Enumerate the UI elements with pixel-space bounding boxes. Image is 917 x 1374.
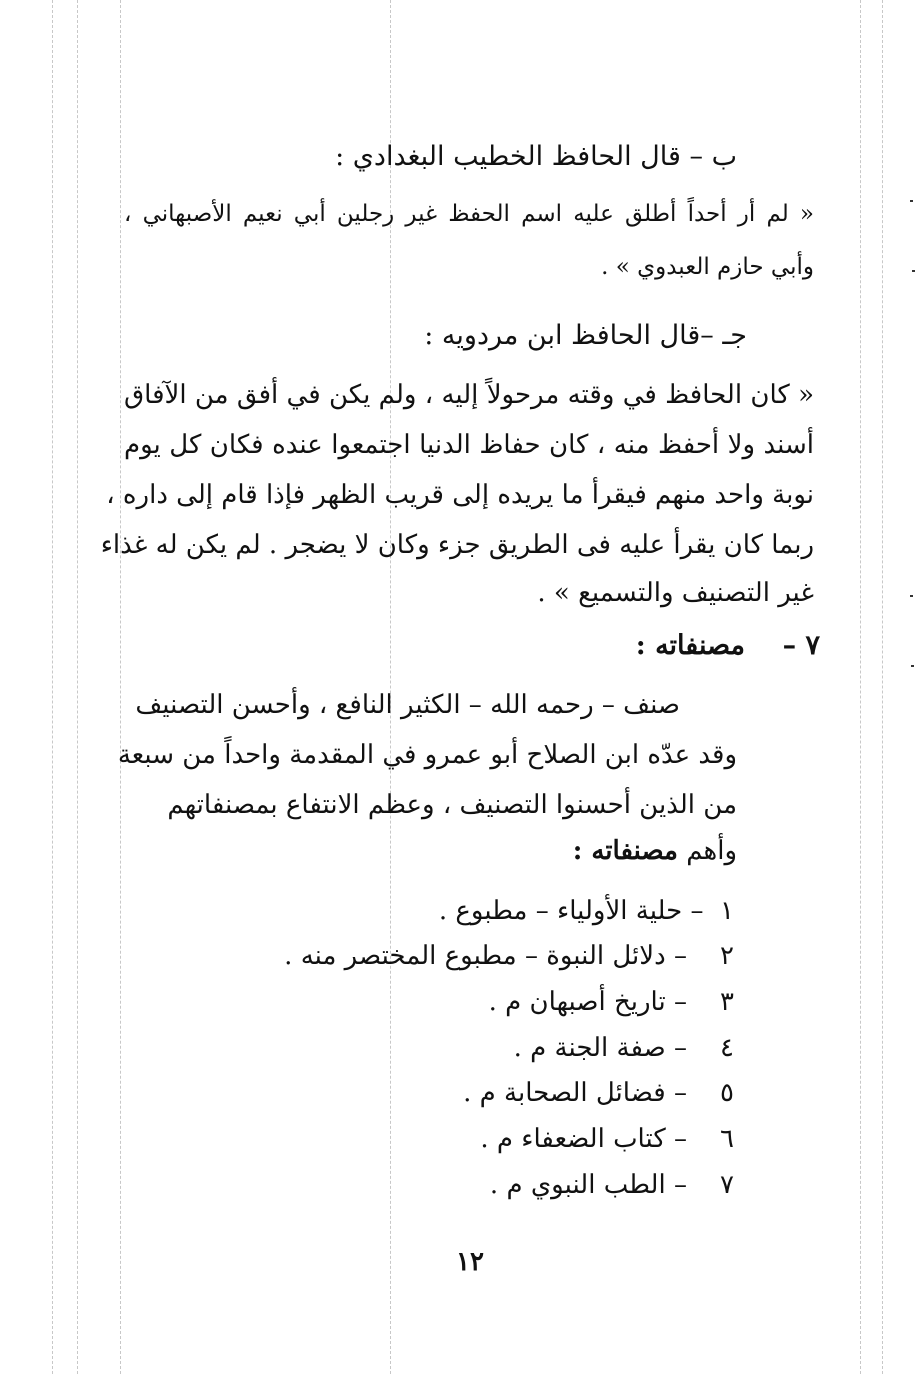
works-item-number: ٤ xyxy=(720,1033,734,1063)
works-item-number: ٧ xyxy=(720,1170,734,1200)
works-list-item xyxy=(514,1035,734,1061)
section-c-quote-line: غير التصنيف والتسميع » . xyxy=(537,578,814,608)
section-c-quote-line: « كان الحافظ في وقته مرحولاً إليه ، ولم يكن في أفق من الآفاق xyxy=(124,380,814,410)
section-7-title: مصنفاته : xyxy=(635,630,745,661)
works-item-text: – تاريخ أصبهان م . xyxy=(488,987,687,1017)
section-7-paragraph-line xyxy=(573,838,737,864)
works-list-item xyxy=(490,1172,734,1198)
section-7-heading xyxy=(636,632,820,659)
section-b-quote-line: وأبي حازم العبدوي » . xyxy=(601,254,814,280)
works-item-text: – كتاب الضعفاء م . xyxy=(480,1124,687,1154)
section-7-number: ٧ – xyxy=(782,630,820,661)
section-c-quote-line: أسند ولا أحفظ منه ، كان حفاظ الدنيا اجتمعوا عنده فكان كل يوم xyxy=(124,430,814,460)
works-item-text: – دلائل النبوة – مطبوع المختصر منه . xyxy=(284,941,687,971)
section-7-paragraph-line: من الذين أحسنوا التصنيف ، وعظم الانتفاع بمصنفاتهم xyxy=(167,790,737,820)
works-item-number: ٦ xyxy=(720,1124,734,1154)
works-item-text: – صفة الجنة م . xyxy=(513,1033,687,1063)
works-list-item xyxy=(463,1080,734,1106)
section-c-quote-line: نوبة واحد منهم فيقرأ ما يريده إلى قريب الظهر فإذا قام إلى داره ، xyxy=(106,480,814,510)
section-7-paragraph-line: وقد عدّه ابن الصلاح أبو عمرو في المقدمة واحداً من سبعة xyxy=(117,740,737,770)
works-item-number: ٣ xyxy=(720,987,734,1017)
works-list-item xyxy=(480,1126,734,1152)
works-item-text: – فضائل الصحابة م . xyxy=(463,1078,687,1108)
works-item-number: ٥ xyxy=(720,1078,734,1108)
section-c-quote-line: ربما كان يقرأ عليه فى الطريق جزء وكان لا يضجر . لم يكن له غذاء xyxy=(100,530,814,560)
works-item-text: – حلية الأولياء – مطبوع . xyxy=(438,896,704,926)
section-b-heading: ب – قال الحافظ الخطيب البغدادي : xyxy=(335,141,737,172)
works-item-text: – الطب النبوي م . xyxy=(489,1170,687,1200)
works-list-item xyxy=(284,943,734,969)
works-list-item xyxy=(439,898,734,924)
section-c-heading: جـ –قال الحافظ ابن مردويه : xyxy=(424,320,747,351)
works-list-item xyxy=(489,989,734,1015)
closing-bold: مصنفاته : xyxy=(572,836,678,866)
page-number: ١٢ xyxy=(456,1247,484,1277)
works-item-number: ١ xyxy=(720,896,734,926)
section-7-paragraph-line: صنف – رحمه الله – الكثير النافع ، وأحسن التصنيف xyxy=(135,690,680,720)
section-b-quote-line: « لم أر أحداً أطلق عليه اسم الحفظ غير رجلين أبي نعيم الأصبهاني ، xyxy=(124,201,814,227)
works-item-number: ٢ xyxy=(720,941,734,971)
closing-prefix: وأهم xyxy=(686,836,737,866)
